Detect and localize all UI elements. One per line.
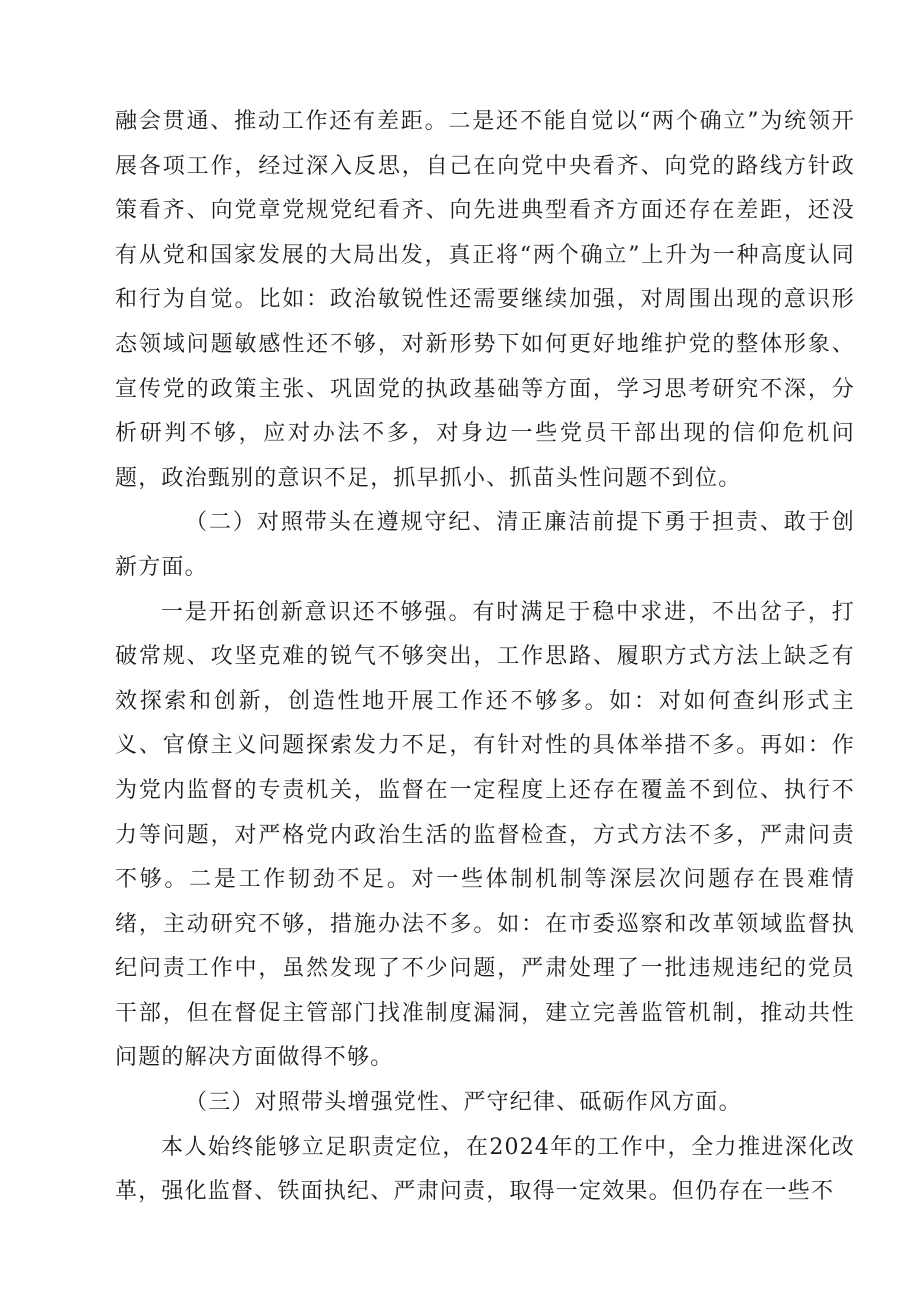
document-body [115, 100, 855, 1215]
paragraph-section-3: 本人始终能够立足职责定位，在2024年的工作中，全力推进深化改革，强化监督、铁面执纪、严肃问责，取得一定效果。但仍存在一些不 [115, 1134, 855, 1205]
section-heading-3: （三）对照带头增强党性、严守纪律、砥砺作风方面。 [185, 1090, 742, 1116]
paragraph-section-2: 一是开拓创新意识还不够强。有时满足于稳中求进，不出岔子，打破常规、攻坚克难的锐气不够突出，工作思路、履职方式方法上缺乏有效探索和创新，创造性地开展工作还不够多。如：对如何查纠形式主义、官僚主义问题探索发力不足，有针对性的具体举措不多。再如：作为党内监督的专责机关，监督在一定程度上还存在覆盖不到位、执行不力等问题，对严格党内政治生活的监督检查，方式方法不多，严肃问责不够。二是工作韧劲不足。对一些体制机制等深层次问题存在畏难情绪，主动研究不够，措施办法不多。如：在市委巡察和改革领域监督执纪问责工作中，虽然发现了不少问题，严肃处理了一批违规违纪的党员干部，但在督促主管部门找准制度漏洞，建立完善监管机制，推动共性问题的解决方面做得不够。 [115, 599, 855, 1071]
section-heading-2: （二）对照带头在遵规守纪、清正廉洁前提下勇于担责、敢于创新方面。 [115, 510, 855, 580]
paragraph-continued: 融会贯通、推动工作还有差距。二是还不能自觉以“两个确立”为统领开展各项工作，经过深入反思，自己在向党中央看齐、向党的路线方针政策看齐、向党章党规党纪看齐、向先进典型看齐方面还存在差距，还没有从党和国家发展的大局出发，真正将“两个确立”上升为一种高度认同和行为自觉。比如：政治敏锐性还需要继续加强，对周围出现的意识形态领域问题敏感性还不够，对新形势下如何更好地维护党的整体形象、宣传党的政策主张、巩固党的执政基础等方面，学习思考研究不深，分析研判不够，应对办法不多，对身边一些党员干部出现的信仰危机问题，政治甄别的意识不足，抓早抓小、抓苗头性问题不到位。 [115, 109, 855, 491]
